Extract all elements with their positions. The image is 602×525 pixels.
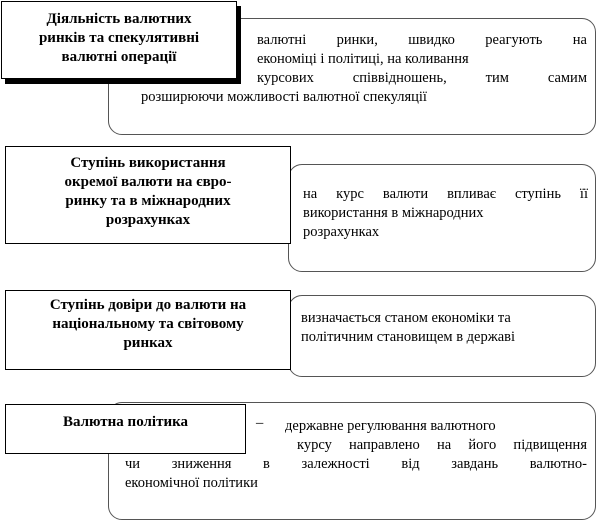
dash-4: – [256,415,264,431]
title-1-line-2: ринків та спекулятивні [38,30,200,46]
desc-4-line-1: державне регулювання валютного [285,418,496,434]
desc-1-line-2: економіці і політиці, на коливання [257,51,469,67]
desc-4-line-2: курсу направлено на його підвищення [297,437,587,453]
desc-1-line-4: розширюючи можливості валютної спекуляції [141,89,427,105]
title-2-line-3: ринку та в міжнародних [65,193,231,209]
description-box-3 [288,295,596,377]
title-2-line-1: Ступінь використання [70,155,226,171]
desc-2-line-3: розрахунках [303,224,380,240]
desc-3-line-2: політичним становищем в державі [301,329,516,345]
title-2-line-2: окремої валюти на євро- [64,174,232,190]
title-1-line-3: валютні операції [61,49,177,65]
title-2-line-4: розрахунках [105,212,191,228]
desc-1-line-1: валютні ринки, швидко реагують на [257,32,587,48]
desc-2-line-1: на курс валюти впливає ступінь її [303,186,588,202]
desc-4-line-4: економічної політики [125,475,258,491]
title-3-line-2: національному та світовому [52,316,244,332]
title-box-4 [5,404,246,454]
desc-2-line-2: використання в міжнародних [303,205,484,221]
desc-1-line-3: курсових співвідношень, тим самим [257,70,587,86]
desc-3-line-1: визначається станом економіки та [301,310,511,326]
description-box-2 [288,164,596,272]
title-3-line-1: Ступінь довіри до валюти на [49,297,247,313]
title-4-line-1: Валютна політика [62,414,189,430]
desc-4-line-3: чи зниження в залежності від завдань валютно- [125,456,587,472]
title-1-line-1: Діяльність валютних [46,11,192,27]
title-box-2 [5,146,291,244]
title-box-1 [1,1,237,79]
title-box-3 [5,290,291,370]
title-3-line-3: ринках [123,335,173,351]
